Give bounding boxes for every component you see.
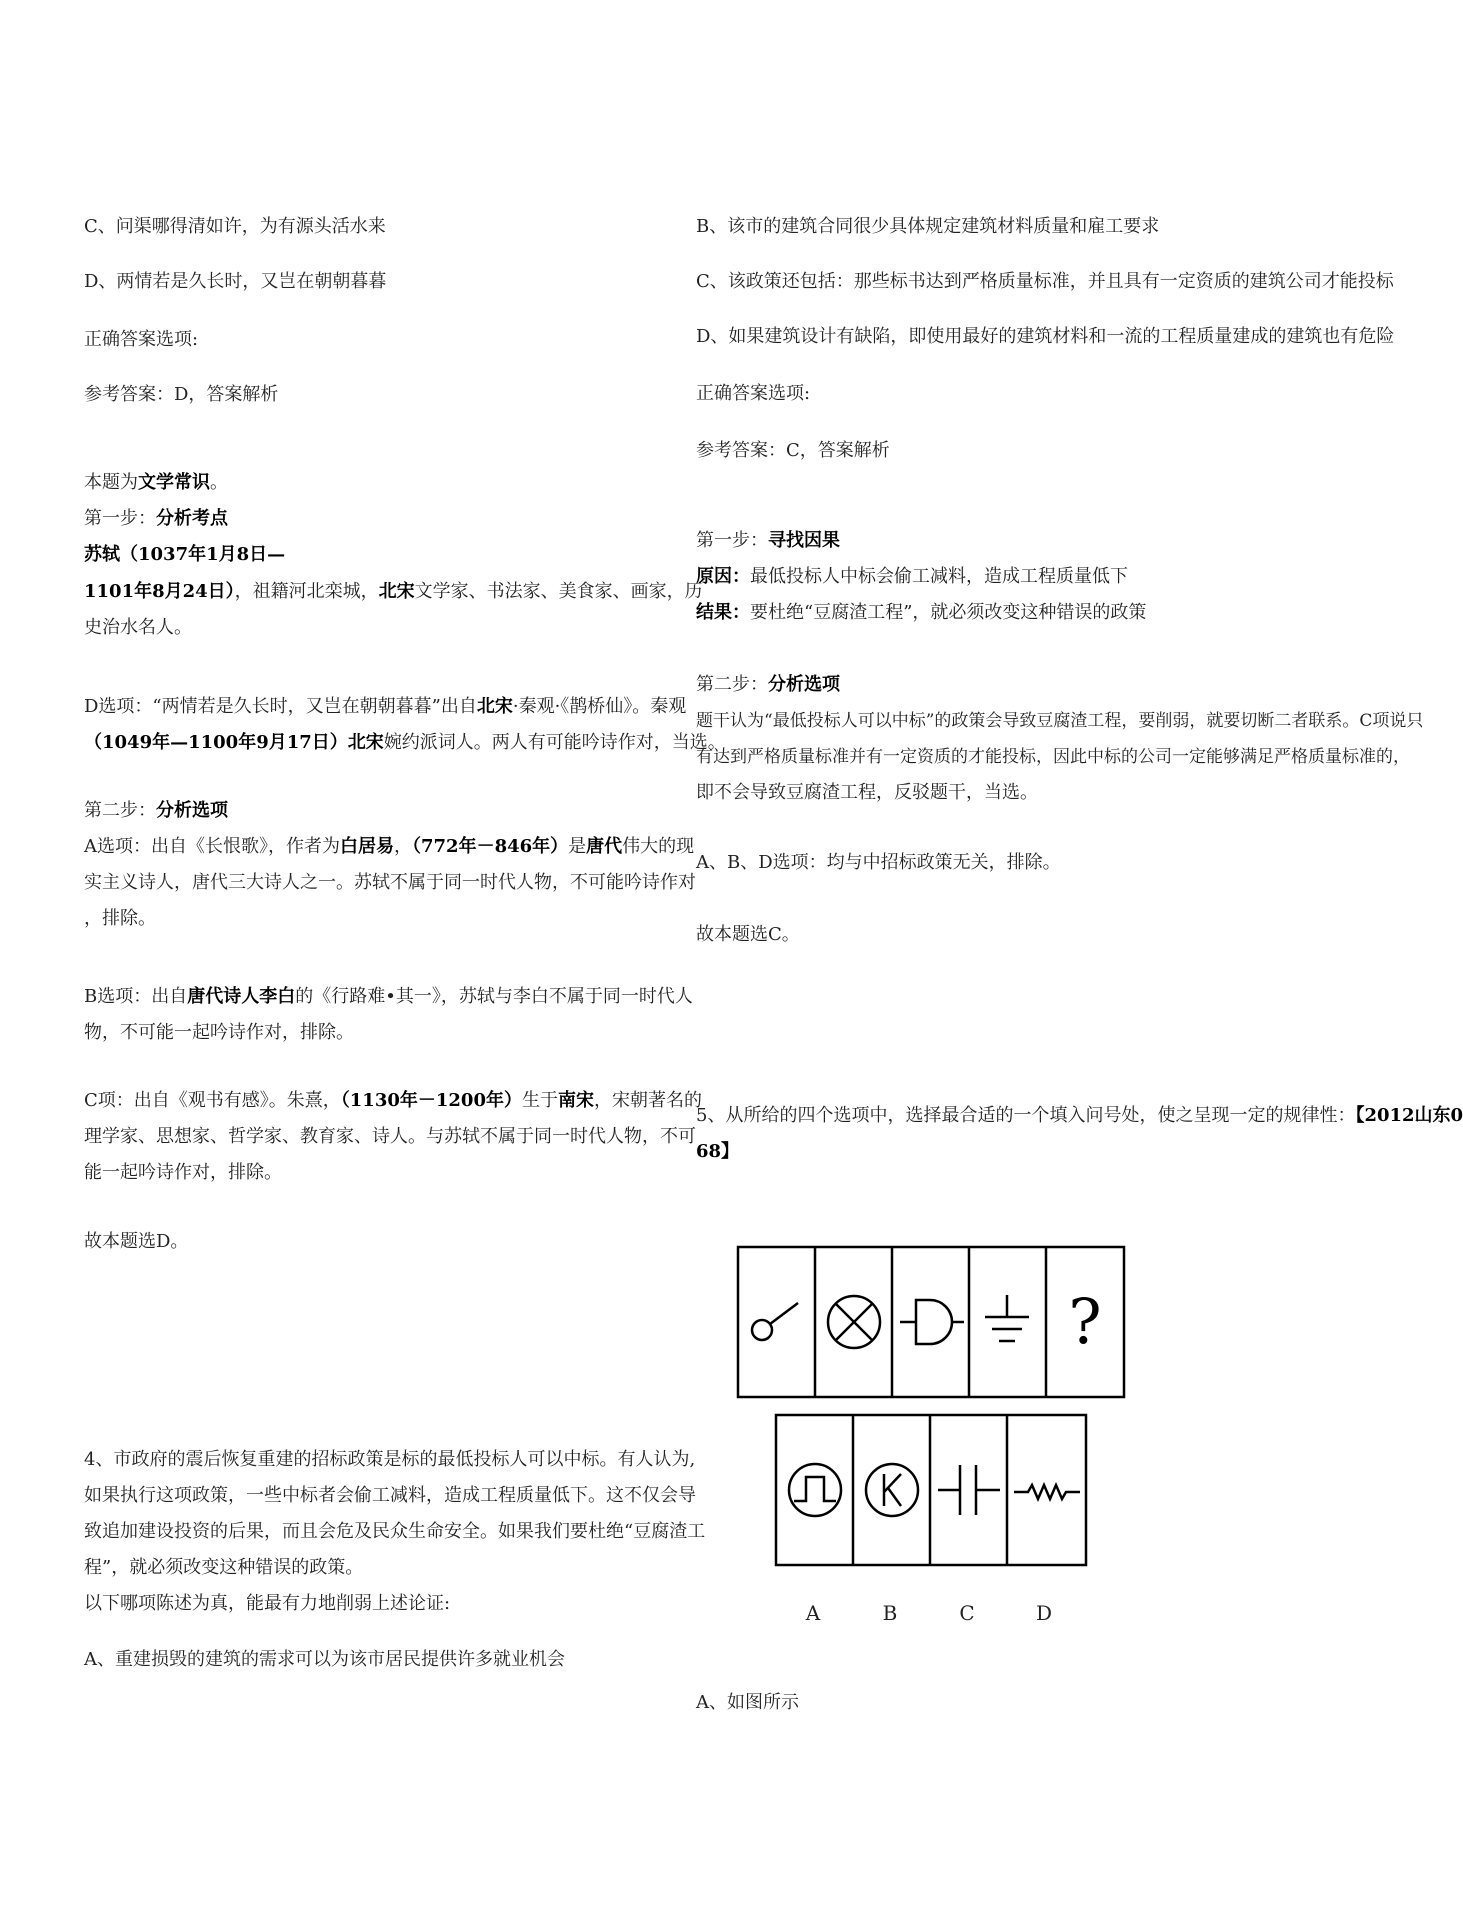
option-label-b: B xyxy=(882,1601,898,1625)
step2-label: 第二步： xyxy=(84,800,156,821)
step2-heading xyxy=(696,668,1256,702)
d-explain-conclusion: 婉约派词人。两人有可能吟诗作对，当选。 xyxy=(383,732,726,753)
abd-explain: A、B、D选项：均与中招标政策无关，排除。 xyxy=(696,852,1061,873)
a-explain-line-2: 实主义诗人，唐代三大诗人之一。苏轼不属于同一时代人物，不可能吟诗作对 xyxy=(84,872,696,893)
d-explain-line-2 xyxy=(84,726,726,760)
q4-line-3: 致追加建设投资的后果，而且会危及民众生命安全。如果我们要杜绝“豆腐渣工 xyxy=(84,1521,706,1542)
correct-answer-label: 正确答案选项: xyxy=(84,329,199,350)
reference-answer: 参考答案：C，答案解析 xyxy=(696,440,890,461)
step1-title: 分析考点 xyxy=(156,508,228,529)
cause-line xyxy=(696,560,1256,594)
figure-row-top xyxy=(738,1247,1124,1397)
a-explain-line-1 xyxy=(84,830,695,864)
c-explain-born: 生于 xyxy=(521,1090,558,1111)
intro-text: 本题为 xyxy=(84,472,138,493)
b-explain-line-1 xyxy=(84,980,693,1014)
q5-line-2: 68】 xyxy=(696,1141,740,1162)
su-dates-end: 1101年8月24日） xyxy=(84,581,235,602)
d-explain-dynasty-2: 北宋 xyxy=(347,732,384,753)
option-d: D、如果建筑设计有缺陷，即使用最好的建筑材料和一流的工程质量建成的建筑也有危险 xyxy=(696,326,1395,347)
a-explain-comma: ， xyxy=(394,836,412,857)
option-label-c: C xyxy=(959,1601,975,1625)
su-dates-start: 苏轼（1037年1月8日— xyxy=(84,544,286,565)
a-explain-great: 伟大的现 xyxy=(622,836,695,857)
step1-heading xyxy=(84,502,564,536)
a-explain-author: 白居易 xyxy=(340,836,394,857)
step2-title: 分析选项 xyxy=(768,674,840,695)
k-circle-icon xyxy=(866,1464,918,1516)
cause-label: 原因： xyxy=(696,566,750,587)
c-explain-dates: （1130年－1200年） xyxy=(340,1090,522,1111)
option-c: C、该政策还包括：那些标书达到严格质量标准，并且具有一定资质的建筑公司才能投标 xyxy=(696,271,1394,292)
c-explain-line-2: 理学家、思想家、哲学家、教育家、诗人。与苏轼不属于同一时代人物，不可 xyxy=(84,1126,696,1147)
switch-icon xyxy=(752,1303,798,1340)
ground-icon xyxy=(985,1295,1029,1341)
step1-title: 寻找因果 xyxy=(768,530,840,551)
step2-heading xyxy=(84,794,564,828)
intro-line xyxy=(84,466,564,500)
option-c: C、问渠哪得清如许，为有源头活水来 xyxy=(84,216,386,237)
cause-text: 最低投标人中标会偷工减料，造成工程质量低下 xyxy=(750,566,1128,587)
su-line-2 xyxy=(84,575,703,609)
q4-line-5: 以下哪项陈述为真，能最有力地削弱上述论证: xyxy=(84,1593,451,1614)
a-explain-text: A选项：出自《长恨歌》，作者为 xyxy=(84,836,340,857)
a-explain-dates: （772年－846年） xyxy=(412,836,569,857)
a-explain-line-3: ，排除。 xyxy=(84,908,156,929)
reference-answer: 参考答案：D，答案解析 xyxy=(84,384,279,405)
d-explain-line-1 xyxy=(84,690,687,724)
c-explain-text: C项：出自《观书有感》。朱熹， xyxy=(84,1090,341,1111)
d-explain-source: ·秦观·《鹊桥仙》。秦观 xyxy=(512,696,687,717)
a-explain-dynasty: 唐代 xyxy=(586,836,623,857)
correct-answer-label: 正确答案选项: xyxy=(696,383,811,404)
resistor-icon xyxy=(1014,1485,1080,1499)
step1-label: 第一步： xyxy=(696,530,768,551)
c-explain-line-3: 能一起吟诗作对，排除。 xyxy=(84,1162,282,1183)
c-explain-famous: ，宋朝著名的 xyxy=(593,1090,702,1111)
su-line-1 xyxy=(84,538,564,572)
step1-label: 第一步： xyxy=(84,508,156,529)
result-line xyxy=(696,596,1256,630)
q4-option-a: A、重建损毁的建筑的需求可以为该市居民提供许多就业机会 xyxy=(84,1649,565,1670)
q5-line-1 xyxy=(696,1099,1463,1133)
su-line-3: 史治水名人。 xyxy=(84,617,192,638)
analysis-line-1: 题干认为“最低投标人可以中标”的政策会导致豆腐渣工程，要削弱，就要切断二者联系。C项说只 xyxy=(696,711,1424,731)
and-gate-icon xyxy=(900,1300,964,1344)
step1-heading xyxy=(696,524,1256,558)
analysis-line-3: 即不会导致豆腐渣工程，反驳题干，当选。 xyxy=(696,782,1038,803)
su-origin: ，祖籍河北栾城， xyxy=(234,581,379,602)
q4-line-1: 4、市政府的震后恢复重建的招标政策是标的最低投标人可以中标。有人认为, xyxy=(84,1449,696,1470)
option-label-a: A xyxy=(805,1601,821,1625)
q5-text: 5、从所给的四个选项中，选择最合适的一个填入问号处，使之呈现一定的规律性： xyxy=(696,1105,1356,1126)
d-explain-dates: （1049年—1100年9月17日） xyxy=(84,732,348,753)
c-explain-line-1 xyxy=(84,1084,702,1118)
question-mark: ? xyxy=(1068,1285,1102,1358)
su-dynasty: 北宋 xyxy=(378,581,415,602)
b-explain-text: B选项：出自 xyxy=(84,986,188,1007)
capacitor-icon xyxy=(938,1465,1000,1515)
step2-label: 第二步： xyxy=(696,674,768,695)
right-conclusion: 故本题选C。 xyxy=(696,924,800,945)
a-explain-is: 是 xyxy=(568,836,587,857)
step2-title: 分析选项 xyxy=(156,800,228,821)
result-text: 要杜绝“豆腐渣工程”，就必须改变这种错误的政策 xyxy=(750,602,1147,623)
q5-source: 【2012山东0 xyxy=(1355,1105,1463,1126)
question-figure xyxy=(738,1245,1138,1635)
intro-topic: 文学常识 xyxy=(138,472,210,493)
option-d: D、两情若是久长时，又岂在朝朝暮暮 xyxy=(84,271,387,292)
analysis-line-2: 有达到严格质量标准并有一定资质的才能投标，因此中标的公司一定能够满足严格质量标准的， xyxy=(696,747,1410,767)
b-explain-line-2: 物，不可能一起吟诗作对，排除。 xyxy=(84,1022,354,1043)
su-roles: 文学家、书法家、美食家、画家，历 xyxy=(414,581,703,602)
q5-option-a: A、如图所示 xyxy=(696,1692,799,1713)
q4-line-2: 如果执行这项政策，一些中标者会偷工减料，造成工程质量低下。这不仅会导 xyxy=(84,1485,696,1506)
top-row-frame xyxy=(738,1247,1124,1397)
option-b: B、该市的建筑合同很少具体规定建筑材料质量和雇工要求 xyxy=(696,216,1160,237)
option-label-d: D xyxy=(1035,1601,1053,1625)
b-explain-source: 的《行路难•其一》，苏轼与李白不属于同一时代人 xyxy=(295,986,693,1007)
b-explain-author: 唐代诗人李白 xyxy=(187,986,296,1007)
lamp-icon xyxy=(828,1296,880,1348)
d-explain-text: D选项：“两情若是久长时，又岂在朝朝暮暮”出自 xyxy=(84,696,477,717)
figure-row-options xyxy=(776,1415,1086,1565)
result-label: 结果： xyxy=(696,602,750,623)
intro-end: 。 xyxy=(210,472,228,493)
q4-line-4: 程”，就必须改变这种错误的政策。 xyxy=(84,1557,364,1578)
left-conclusion: 故本题选D。 xyxy=(84,1231,189,1252)
d-explain-dynasty: 北宋 xyxy=(476,696,513,717)
c-explain-dynasty: 南宋 xyxy=(557,1090,594,1111)
pulse-circle-icon xyxy=(789,1464,841,1516)
